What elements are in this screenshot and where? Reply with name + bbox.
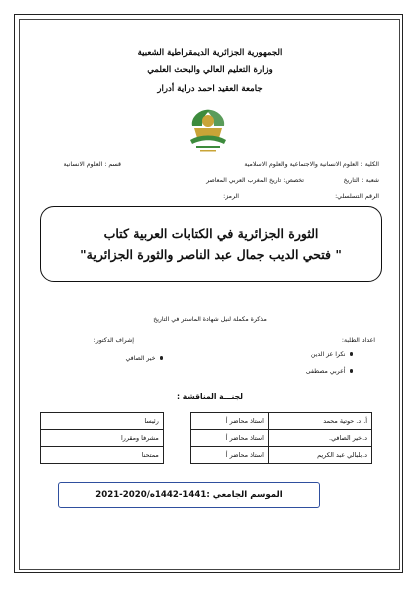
branch-label: شعبة : التاريخ xyxy=(343,177,379,184)
faculty-label: الكلية : العلوم الانسانية والاجتماعية والعلوم الاسلامية xyxy=(244,161,379,168)
jury-rank: استاذ محاضر أ xyxy=(190,447,268,464)
supervisor-item xyxy=(125,355,163,362)
header-republic: الجمهورية الجزائرية الديمقراطية الشعبية xyxy=(137,48,283,58)
jury-role: رئيسا xyxy=(41,413,164,430)
jury-name: د.خير الصافي. xyxy=(268,430,371,447)
table-row xyxy=(41,447,372,464)
jury-role: ممتحنا xyxy=(41,447,164,464)
supervisor-label: إشراف الدكتور: xyxy=(93,337,134,344)
table-row xyxy=(41,430,372,447)
bullet-icon xyxy=(350,369,354,373)
thesis-note: مذكرة مكملة لنيل شهادة الماستر في التاريخ xyxy=(153,316,267,323)
jury-table xyxy=(40,412,372,464)
jury-name: د.بلبالي عبد الكريم xyxy=(268,447,371,464)
academic-year-box xyxy=(58,482,320,508)
jury-role: مشرفا ومقررا xyxy=(41,430,164,447)
serial-number-label: الرقم التسلسلي: xyxy=(335,193,379,200)
code-label: الرمز: xyxy=(223,193,239,200)
jury-rank: استاذ محاضر أ xyxy=(190,413,268,430)
specialty-label: تخصص: تاريخ المغرب العربي المعاصر xyxy=(206,177,304,184)
jury-name: أ. د. حوتية محمد xyxy=(268,413,371,430)
student-name-2: أعربي مصطفى xyxy=(305,368,346,375)
header-university: جامعة العقيد احمد دراية أدرار xyxy=(157,84,263,94)
thesis-title-box xyxy=(40,206,382,282)
student-name-1: نكرا عز الدين xyxy=(310,351,346,358)
header-ministry: وزارة التعليم العالي والبحث العلمي xyxy=(147,65,273,75)
student-item xyxy=(306,368,353,375)
bullet-icon xyxy=(160,356,164,360)
academic-year: الموسم الجامعي :1441-1442ه/2020-2021 xyxy=(95,490,283,500)
jury-rank: استاذ محاضر أ xyxy=(190,430,268,447)
jury-title: لجنـــة المناقشة : xyxy=(177,392,243,401)
thesis-title-line2: " فتحي الديب جمال عبد الناصر والثورة الجزائرية" xyxy=(80,247,342,262)
supervisor-name: خير الصافي xyxy=(125,355,156,362)
thesis-title-line1: الثورة الجزائرية في الكتابات العربية كتاب xyxy=(103,226,319,241)
bullet-icon xyxy=(350,352,354,356)
student-item xyxy=(311,351,353,358)
students-label: اعداد الطلبة: xyxy=(341,337,375,344)
department-label: قسم : العلوم الانسانية xyxy=(63,161,121,168)
university-logo-icon xyxy=(184,104,232,154)
table-row xyxy=(41,413,372,430)
